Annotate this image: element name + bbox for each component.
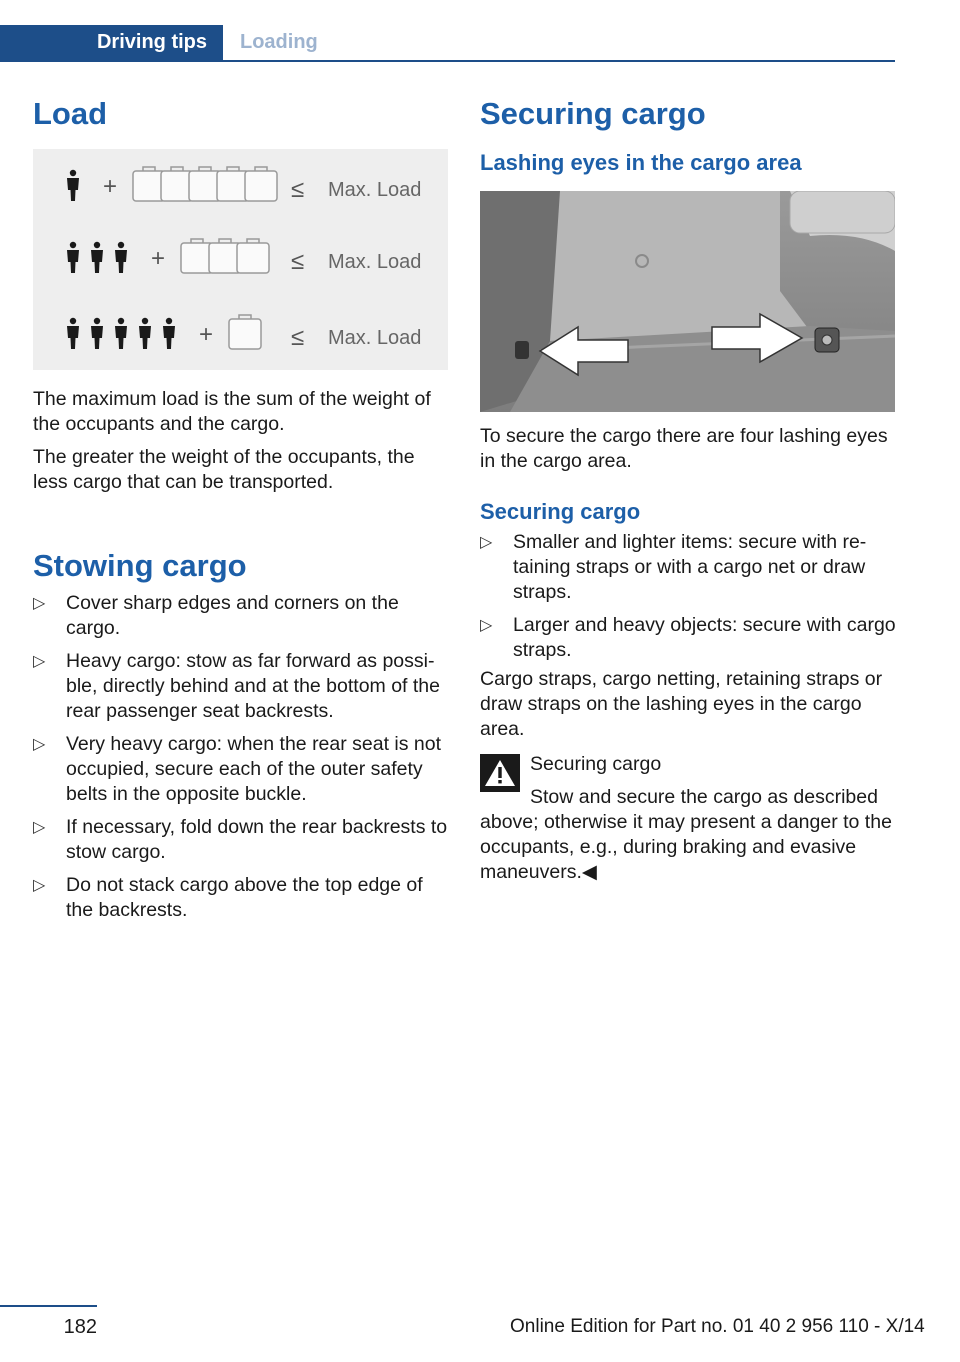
comparator-sign: ≤ bbox=[291, 248, 305, 275]
right-column bbox=[480, 95, 896, 885]
bullet-icon: ▷ bbox=[33, 736, 46, 753]
max-load-label: Max. Load bbox=[328, 179, 422, 201]
list-item: ▷ Do not stack cargo above the top edge of the backrests. bbox=[33, 874, 423, 921]
suitcase-icon bbox=[209, 239, 241, 273]
securing-heading: Securing cargo bbox=[480, 96, 706, 131]
person-icon bbox=[91, 318, 103, 349]
lashing-heading: Lashing eyes in the cargo area bbox=[480, 150, 802, 175]
person-icon bbox=[67, 242, 79, 273]
person-icon bbox=[115, 242, 127, 273]
page-header bbox=[0, 25, 895, 62]
load-heading: Load bbox=[33, 96, 108, 131]
plus-sign: + bbox=[103, 173, 118, 200]
suitcase-icon bbox=[217, 167, 249, 201]
warning-text: above; otherwise it may present a danger to the occupants, e.g., during braking and evasive maneuvers.◀ bbox=[480, 811, 892, 883]
subsection-tab: Loading bbox=[240, 31, 318, 53]
warning-block bbox=[480, 752, 896, 885]
comparator-sign: ≤ bbox=[291, 176, 305, 203]
suitcase-icon bbox=[133, 167, 165, 201]
left-column bbox=[33, 95, 448, 931]
plus-sign: + bbox=[199, 321, 214, 348]
warning-icon bbox=[480, 754, 520, 792]
person-icon bbox=[91, 242, 103, 273]
edition-text: Online Edition for Part no. 01 40 2 956 110 - X/14 bbox=[510, 1316, 925, 1337]
person-icon bbox=[115, 318, 127, 349]
load-paragraph-2: The greater the weight of the occupants, the less cargo that can be transported. bbox=[33, 446, 415, 493]
person-icon bbox=[67, 170, 79, 201]
stowing-list bbox=[33, 591, 448, 923]
list-item: ▷ Very heavy cargo: when the rear seat is not occupied, secure each of the outer safety belts in the opposite buckle. bbox=[33, 733, 442, 805]
page-number: 182 bbox=[63, 1316, 97, 1338]
load-paragraph-1: The maximum load is the sum of the weight of the occupants and the cargo. bbox=[33, 388, 431, 435]
max-load-label: Max. Load bbox=[328, 251, 422, 273]
stowing-heading: Stowing cargo bbox=[33, 548, 247, 583]
suitcase-icon bbox=[245, 167, 277, 201]
suitcase-icon bbox=[189, 167, 221, 201]
max-load-label: Max. Load bbox=[328, 327, 422, 349]
warning-text-line1: Stow and secure the cargo as described bbox=[530, 786, 878, 808]
person-icon bbox=[163, 318, 175, 349]
plus-sign: + bbox=[151, 245, 166, 272]
person-icon bbox=[67, 318, 79, 349]
footer-rule bbox=[0, 1305, 97, 1307]
list-item: ▷ Cover sharp edges and corners on the cargo. bbox=[33, 592, 399, 639]
bullet-icon: ▷ bbox=[33, 819, 46, 836]
bullet-icon: ▷ bbox=[480, 617, 493, 634]
suitcase-icon bbox=[237, 239, 269, 273]
lashing-paragraph: To secure the cargo there are four lashing eyes in the cargo area. bbox=[480, 425, 888, 472]
list-item: ▷ If necessary, fold down the rear backrests to stow cargo. bbox=[33, 816, 448, 863]
straps-paragraph: Cargo straps, cargo netting, retaining straps or draw straps on the lashing eyes in the cargo area. bbox=[480, 668, 883, 740]
list-item: ▷ Heavy cargo: stow as far forward as possi‐ ble, directly behind and at the bottom of the rear passenger seat backrests. bbox=[33, 650, 440, 722]
suitcase-icon bbox=[161, 167, 193, 201]
person-icon bbox=[139, 318, 151, 349]
cargo-area-photo bbox=[480, 191, 895, 412]
securing-list bbox=[480, 530, 896, 663]
bullet-icon: ▷ bbox=[33, 877, 46, 894]
suitcase-icon bbox=[181, 239, 213, 273]
load-figure bbox=[33, 149, 448, 370]
warning-title: Securing cargo bbox=[530, 753, 662, 775]
bullet-icon: ▷ bbox=[480, 534, 493, 551]
comparator-sign: ≤ bbox=[291, 324, 305, 351]
list-item: ▷ Smaller and lighter items: secure with re‐ taining straps or with a cargo net or draw straps. bbox=[480, 531, 867, 603]
suitcase-icon bbox=[229, 315, 261, 349]
list-item: ▷ Larger and heavy objects: secure with cargo straps. bbox=[480, 614, 896, 661]
header-rule bbox=[0, 60, 895, 62]
bullet-icon: ▷ bbox=[33, 653, 46, 670]
bullet-icon: ▷ bbox=[33, 595, 46, 612]
securing-subheading: Securing cargo bbox=[480, 499, 641, 524]
section-tab: Driving tips bbox=[0, 25, 223, 60]
